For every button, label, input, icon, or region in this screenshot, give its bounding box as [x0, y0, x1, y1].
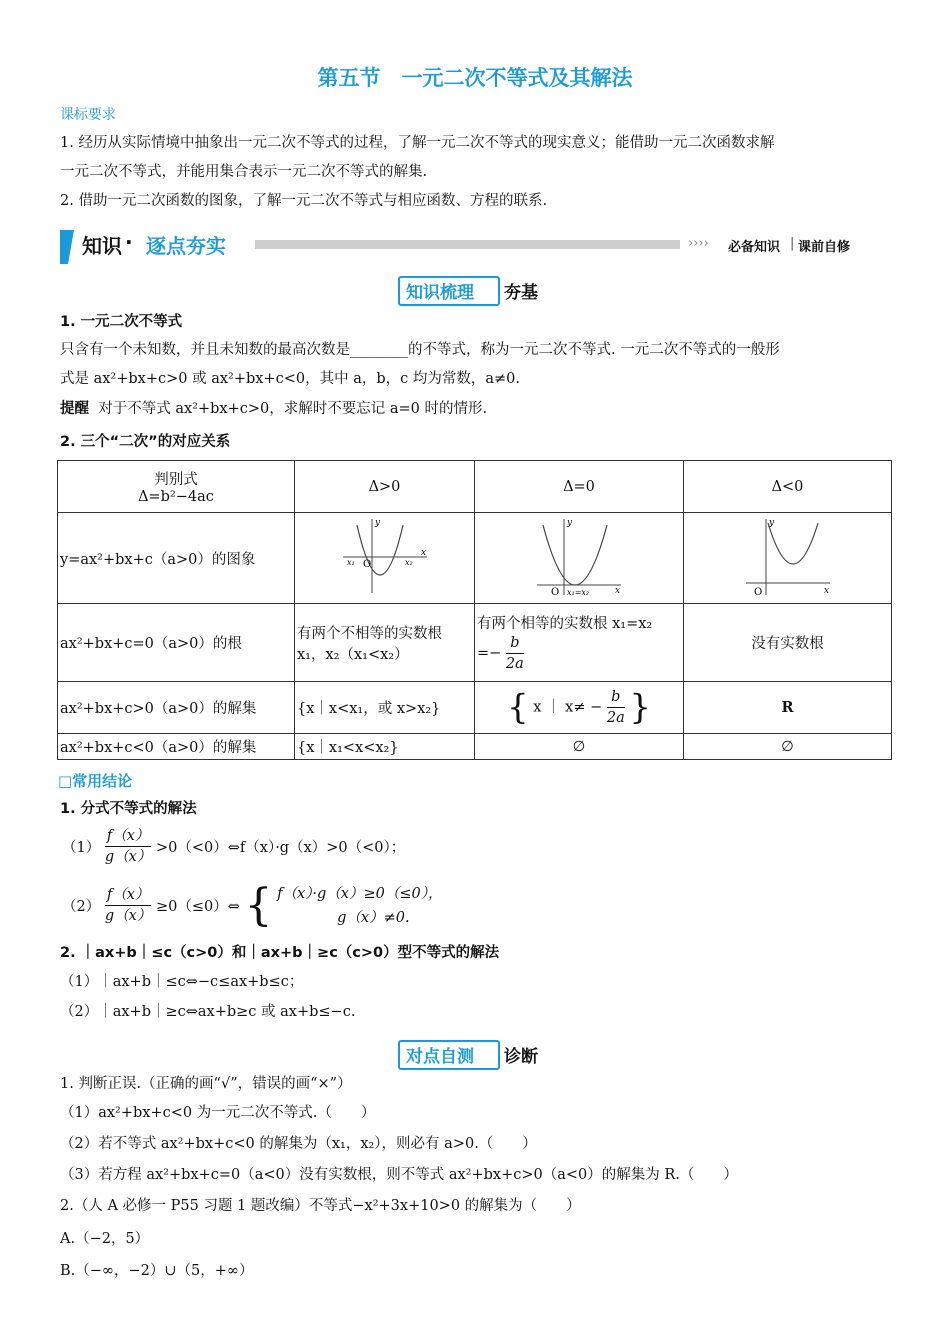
banner-left: 知识	[82, 234, 122, 258]
banner-right: 逐点夯实	[146, 234, 226, 258]
svg-text:x₁=x₂: x₁=x₂	[567, 588, 590, 597]
cell: ∅	[684, 734, 892, 760]
svg-text:x: x	[823, 586, 829, 596]
section-banner: 知识 · 逐点夯实 ›››› 必备知识 | 课前自修	[60, 228, 860, 264]
svg-text:y: y	[768, 518, 774, 528]
banner-tag2: 课前自修	[798, 240, 851, 255]
tip-label: 提醒	[60, 401, 89, 417]
row-label: ax²+bx+c=0（a>0）的根	[58, 604, 295, 682]
curriculum-item: 1. 经历从实际情境中抽象出一元二次不等式的过程，了解一元二次不等式的现实意义；能借助一元二次函数求解	[60, 135, 775, 151]
question-1a: （1）ax²+bx+c<0 为一元二次不等式.（ ）	[60, 1105, 376, 1121]
row-label: ax²+bx+c>0（a>0）的解集	[58, 682, 295, 734]
header-cell: Δ<0	[684, 461, 892, 513]
graph-cell	[684, 513, 892, 604]
curriculum-item: 一元二次不等式，并能用集合表示一元二次不等式的解集.	[60, 164, 428, 180]
banner-arrows: ››››	[688, 236, 709, 251]
formula-1: （1） $\frac{f(x)}{g(x)}$ >0（<0）⇔f（x）·g（x）>0（<0）；	[62, 828, 406, 865]
curriculum-item: 2. 借助一元二次函数的图象，了解一元二次不等式与相应函数、方程的联系.	[60, 193, 548, 209]
abs-rule-1: （1）｜ax+b｜≤c⇔−c≤ax+b≤c；	[60, 974, 304, 990]
cell: { x ｜ x≠ − $\frac{b}{2a}$ }	[475, 682, 684, 734]
svg-text:O: O	[551, 587, 560, 597]
cell: {x｜x₁<x<x₂}	[295, 734, 475, 760]
option-a: A.（−2，5）	[60, 1231, 150, 1247]
question-1: 1. 判断正误.（正确的画“√”，错误的画“×”）	[60, 1076, 352, 1092]
s1-line2: 式是 ax²+bx+c>0 或 ax²+bx+c<0，其中 a，b，c 均为常数，a≠0.	[60, 371, 520, 387]
badge-word: 夯基	[504, 283, 538, 303]
cell: 有两个相等的实数根 x₁=x₂ =− $\frac{b}{2a}$	[475, 604, 684, 682]
row-label: y=ax²+bx+c（a>0）的图象	[58, 513, 295, 604]
cell: {x｜x<x₁，或 x>x₂}	[295, 682, 475, 734]
graph-one-root	[529, 515, 629, 597]
fraction: $\frac{b}{2a}$	[606, 689, 625, 726]
question-2: 2.（人 A 必修一 P55 习题 1 题改编）不等式−x²+3x+10>0 的解集为（ ）	[60, 1198, 581, 1214]
conclusion-heading: □常用结论	[58, 772, 133, 790]
quadratic-table	[57, 460, 892, 760]
header-cell: Δ>0	[295, 461, 475, 513]
svg-text:O: O	[753, 587, 762, 597]
cell: 没有实数根	[684, 604, 892, 682]
graph-two-roots	[335, 515, 435, 597]
tip	[60, 398, 890, 420]
svg-text:x₁: x₁	[346, 558, 355, 567]
graph-cell	[475, 513, 684, 604]
question-1c: （3）若方程 ax²+bx+c=0（a<0）没有实数根，则不等式 ax²+bx+c>0（a<0）的解集为 R.（ ）	[60, 1167, 738, 1183]
svg-text:x: x	[420, 548, 426, 558]
row-label: ax²+bx+c<0（a>0）的解集	[58, 734, 295, 760]
formula-2: （2） $\frac{f(x)}{g(x)}$ ≥0（≤0）⇔ { f（x）·g（x）≥0（≤0）， g（x）≠0.	[62, 880, 443, 931]
badge-word: 诊断	[504, 1047, 538, 1067]
graph-no-root	[738, 515, 838, 597]
header-cell: 判别式 Δ=b²−4ac	[58, 461, 295, 513]
page-title: 第五节 一元二次不等式及其解法	[317, 66, 633, 90]
banner-tag1: 必备知识	[728, 240, 781, 255]
fraction: $\frac{f(x)}{g(x)}$	[104, 828, 152, 865]
question-1b: （2）若不等式 ax²+bx+c<0 的解集为（x₁，x₂），则必有 a>0.（ ）	[60, 1136, 537, 1152]
cell: 有两个不相等的实数根 x₁，x₂（x₁<x₂）	[295, 604, 475, 682]
option-b: B.（−∞，−2）∪（5，+∞）	[60, 1263, 254, 1279]
badge-box-label: 知识梳理	[406, 283, 474, 303]
fraction: $\frac{f(x)}{g(x)}$	[104, 887, 152, 924]
svg-text:y: y	[567, 518, 573, 528]
graph-cell	[295, 513, 475, 604]
banner-dot: ·	[125, 230, 133, 254]
header-cell: Δ=0	[475, 461, 684, 513]
badge-box-label: 对点自测	[406, 1047, 474, 1067]
svg-text:O: O	[362, 559, 371, 570]
abs-rule-2: （2）｜ax+b｜≥c⇔ax+b≥c 或 ax+b≤−c.	[60, 1004, 356, 1020]
section-heading: 1. 分式不等式的解法	[60, 801, 197, 817]
cell: R	[684, 682, 892, 734]
badge-zice	[398, 1040, 558, 1068]
s1-line1: 只含有一个未知数，并且未知数的最高次数是________的不等式，称为一元二次不等式. 一元二次不等式的一般形	[60, 342, 780, 358]
svg-text:x₂: x₂	[404, 558, 413, 567]
tip-text: 对于不等式 ax²+bx+c>0，求解时不要忘记 a=0 时的情形.	[98, 401, 488, 417]
cell: ∅	[475, 734, 684, 760]
fraction: $\frac{b}{2a}$	[505, 634, 524, 672]
section-heading: 1. 一元二次不等式	[60, 314, 183, 330]
badge-zhishi	[398, 276, 558, 304]
svg-text:x: x	[615, 586, 621, 596]
svg-text:y: y	[374, 518, 380, 528]
section-heading: 2. 三个“二次”的对应关系	[60, 434, 231, 450]
section-heading: 2. ｜ax+b｜≤c（c>0）和｜ax+b｜≥c（c>0）型不等式的解法	[60, 945, 500, 961]
curriculum-heading: 课标要求	[60, 107, 116, 123]
